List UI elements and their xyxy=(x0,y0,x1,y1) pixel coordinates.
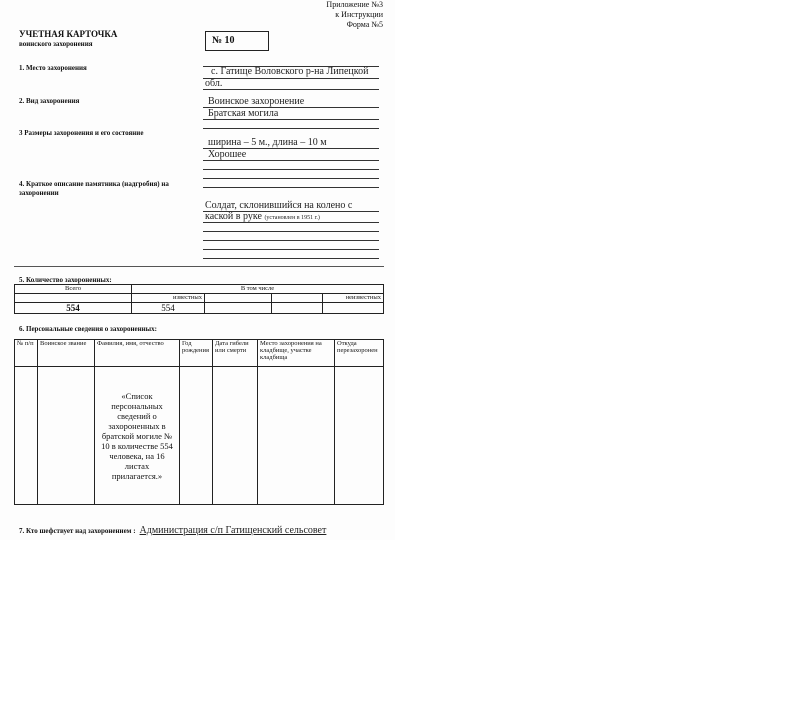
card-subtitle: воинского захоронения xyxy=(19,40,93,48)
type-value-line2: Братская могила xyxy=(208,108,279,119)
count-header-including: В том числе xyxy=(132,285,384,294)
supervisor-value: Администрация с/п Гатищенский сельсовет xyxy=(139,525,327,536)
count-header-known: известных xyxy=(132,294,205,303)
form-header xyxy=(326,0,383,30)
personal-header-number: № п/п xyxy=(15,340,38,367)
count-total-value: 554 xyxy=(15,303,132,314)
personal-header-rank: Воинское звание xyxy=(38,340,95,367)
form-number-text: Форма №5 xyxy=(346,20,383,29)
registration-card-page xyxy=(0,0,395,540)
monument-value-note: (установлен в 1951 г.) xyxy=(264,215,320,221)
size-value-line1: ширина – 5 м., длина – 10 м xyxy=(208,137,327,148)
personal-header-origin: Откуда перезахоронен xyxy=(335,340,384,367)
place-value-line2: обл. xyxy=(205,78,223,89)
place-label: 1. Место захоронения xyxy=(19,64,87,72)
personal-label: 6. Персональные сведения о захороненных: xyxy=(19,325,157,333)
card-number-box: № 10 xyxy=(205,31,269,51)
supervisor-row xyxy=(19,520,326,538)
monument-value-line2 xyxy=(205,211,320,222)
count-header-total: Всего xyxy=(15,285,132,294)
personal-header-name: Фамилия, имя, отчество xyxy=(95,340,180,367)
monument-label-line2: захоронении xyxy=(19,189,59,197)
appendix-text: Приложение №3 xyxy=(326,0,383,9)
personal-table xyxy=(14,339,384,505)
instruction-text: к Инструкции xyxy=(335,10,383,19)
supervisor-label: 7. Кто шефствует над захоронением : xyxy=(19,527,136,535)
size-label: 3 Размеры захоронения и его состояние xyxy=(19,129,144,137)
personal-header-death: Дата гибели или смерти xyxy=(213,340,258,367)
count-known-value: 554 xyxy=(132,303,205,314)
personal-header-place: Место захоронения на кладбище, участке кладбища xyxy=(258,340,335,367)
count-table xyxy=(14,284,384,314)
personal-header-birth: Год рождения xyxy=(180,340,213,367)
count-label: 5. Количество захороненных: xyxy=(19,276,112,284)
place-value-line1: с. Гатище Воловского р-на Липецкой xyxy=(211,66,369,77)
monument-value-main: каской в руке xyxy=(205,211,262,222)
monument-label xyxy=(19,180,169,198)
count-header-unknown: неизвестных xyxy=(323,294,384,303)
size-value-line2: Хорошее xyxy=(208,149,247,160)
monument-value-line1: Солдат, склонившийся на колено с xyxy=(205,200,353,211)
personal-list-note: «Список персональных сведений о захороненных в братской могиле № 10 в количестве 554 человека, на 16 листах прилагается.» xyxy=(95,367,180,505)
type-label: 2. Вид захоронения xyxy=(19,97,80,105)
card-title: УЧЕТНАЯ КАРТОЧКА xyxy=(19,29,118,39)
monument-label-line1: 4. Краткое описание памятника (надгробия) на xyxy=(19,180,169,188)
type-value-line1: Воинское захоронение xyxy=(208,96,305,107)
